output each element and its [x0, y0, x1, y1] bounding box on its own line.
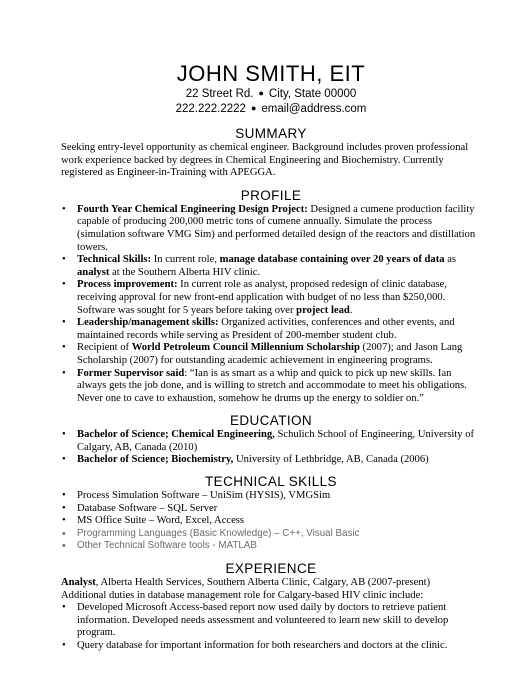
profile-item-bold: project lead: [296, 304, 350, 316]
profile-item-bold: Fourth Year Chemical Engineering Design Project:: [77, 203, 308, 215]
experience-heading: EXPERIENCE: [225, 561, 317, 577]
profile-item: [61, 342, 481, 367]
profile-item: [61, 279, 481, 317]
separator-dot-icon: ●: [250, 103, 257, 113]
experience-list: [61, 602, 481, 652]
profile-item-text: Recipient of: [77, 342, 132, 354]
profile-item-text: as: [444, 254, 457, 266]
profile-item-bold: World Petroleum Council Millennium Scholarship: [131, 342, 360, 354]
profile-item-bold: Technical Skills:: [77, 254, 152, 266]
education-list: [61, 429, 481, 467]
skill-item: • MS Office Suite – Word, Excel, Access: [61, 515, 481, 528]
email-address: email@address.com: [261, 103, 367, 115]
education-item: [61, 454, 481, 467]
skill-item: • Database Software – SQL Server: [61, 503, 481, 516]
profile-item-bold: analyst: [77, 266, 110, 278]
profile-item-bold: Leadership/management skills:: [77, 317, 219, 329]
education-heading: EDUCATION: [229, 413, 313, 429]
profile-item-text: In current role as analyst, proposed redesign of clinic database, receiving approval for new front-end application with budget of no less than $250,000. Software was sought for 5 years before taking over: [77, 279, 447, 316]
separator-dot-icon: ●: [258, 88, 264, 98]
education-school: University of Lethbridge, AB, Canada (2006): [233, 454, 429, 466]
skill-item: • Programming Languages (Basic Knowledge) – C++, Visual Basic: [61, 528, 481, 541]
profile-item-text: .: [349, 304, 353, 316]
experience-item: • Query database for important information for both researchers and doctors at the clinic.: [61, 640, 481, 653]
profile-item-bold: manage database containing over 20 years of data: [219, 254, 445, 266]
education-item: [61, 429, 481, 454]
phone-number: 222.222.2222: [175, 103, 246, 115]
education-degree: Bachelor of Science; Chemical Engineering,: [77, 429, 275, 441]
job-intro: Additional duties in database management role for Calgary-based HIV clinic include:: [61, 589, 424, 601]
summary-text: Seeking entry-level opportunity as chemical engineer. Background includes proven professional work experience backed by degrees in Chemical Engineering and Biochemistry. Currently registered as Engineer-in-Training with APEGGA.: [61, 142, 469, 179]
summary-heading: SUMMARY: [235, 126, 307, 141]
address-city: City, State 00000: [268, 88, 357, 100]
profile-item: [61, 204, 481, 254]
address-street: 22 Street Rd.: [185, 88, 254, 100]
job-title: Analyst: [61, 577, 96, 589]
profile-item-text: In current role,: [151, 254, 220, 266]
job-employer: , Alberta Health Services, Southern Alberta Clinic, Calgary, AB (2007-present): [95, 577, 431, 589]
profile-item: [61, 317, 481, 342]
education-school: Schulich School of Engineering, University of Calgary, AB, Canada (2010): [77, 429, 475, 453]
profile-item-bold: Process improvement:: [77, 279, 178, 291]
profile-item-text: at the Southern Alberta HIV clinic.: [109, 266, 261, 278]
profile-item-text: (2007); and Jason Lang Scholarship (2007) for outstanding academic achievement in engineering programs.: [77, 342, 463, 366]
profile-item-bold: Former Supervisor said: [77, 367, 185, 379]
profile-heading: PROFILE: [240, 187, 302, 203]
profile-list: [61, 204, 481, 406]
phone-email-line: [61, 101, 481, 116]
skill-item: • Other Technical Software tools - MATLAB: [61, 540, 481, 553]
profile-item: [61, 254, 481, 279]
job-line: [61, 577, 481, 590]
experience-item: • Developed Microsoft Access-based report now used daily by doctors to retrieve patient information. Developed needs assessment and volunteered to learn new skill to develop program.: [61, 602, 481, 640]
profile-item-text: Organized activities, conferences and other events, and maintained records while serving as President of 200-member student club.: [77, 317, 455, 341]
address-line: [61, 86, 481, 101]
candidate-name: JOHN SMITH, EIT: [176, 61, 366, 86]
skills-list: [61, 490, 481, 553]
skill-item: • Process Simulation Software – UniSim (HYSIS), VMGSim: [61, 490, 481, 503]
profile-item-text: : “Ian is as smart as a whip and quick to pick up new skills. Ian always gets the job done, and is willing to stretch and accommodate to meet his obligations. Never one to cave to exhaustion, somehow he drums up the energy to soldier on.”: [77, 367, 467, 404]
skills-heading: TECHNICAL SKILLS: [205, 474, 337, 490]
education-degree: Bachelor of Science; Biochemistry,: [77, 454, 234, 466]
profile-item-text: Designed a cumene production facility capable of producing 200,000 metric tons of cumene annually. Simulate the process (simulation software VMG Sim) and performed detailed design of the reactors and distillation towers.: [77, 203, 476, 253]
profile-item: [61, 368, 481, 406]
